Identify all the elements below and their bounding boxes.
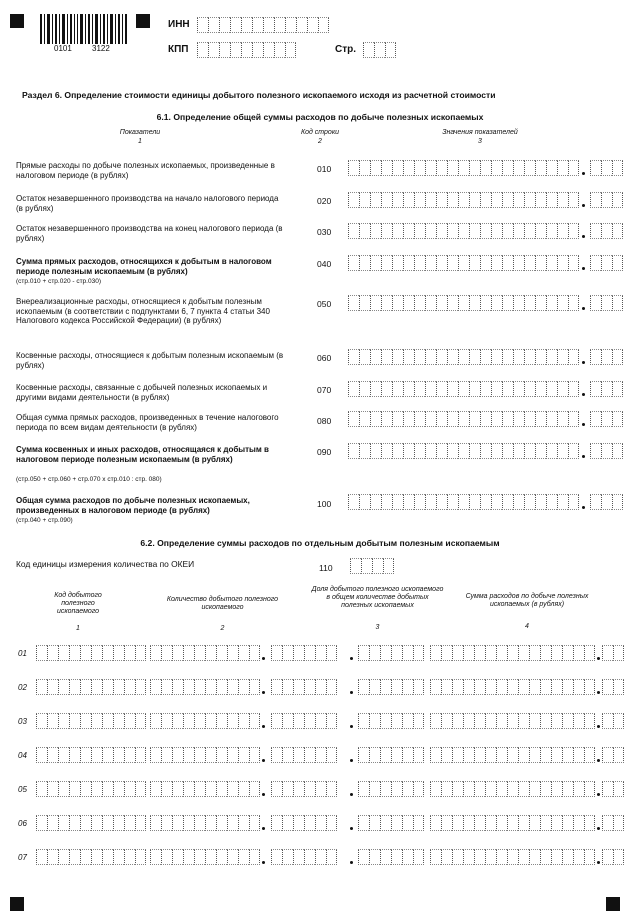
row-number: 03 <box>18 717 27 726</box>
kpp-label: КПП <box>168 44 189 55</box>
row-number: 06 <box>18 819 27 828</box>
value-field-030-fraction[interactable] <box>590 223 623 239</box>
inn-label: ИНН <box>168 19 190 30</box>
row-number: 01 <box>18 649 27 658</box>
share-field[interactable] <box>358 679 424 695</box>
mineral-code-field[interactable] <box>36 645 146 661</box>
barcode <box>40 14 128 52</box>
quantity-integer-field[interactable] <box>150 815 260 831</box>
p2-col-number-2: 2 <box>220 625 225 632</box>
col-header-indicators: Показатели <box>119 129 161 136</box>
part1-title: 6.1. Определение общей суммы расходов по добыче полезных ископаемых <box>156 112 484 122</box>
quantity-integer-field[interactable] <box>150 849 260 865</box>
row-formula: (стр.050 + стр.060 + стр.070 x стр.010 : стр. 080) <box>16 476 162 483</box>
decimal-point <box>582 172 585 175</box>
decimal-point <box>597 759 600 762</box>
inn-field[interactable] <box>197 17 329 33</box>
row-label: Остаток незавершенного производства на конец налогового периода (в рублях) <box>16 224 283 243</box>
value-field-070-integer[interactable] <box>348 381 579 397</box>
col-number-3: 3 <box>478 138 482 145</box>
expense-sum-integer-field[interactable] <box>430 815 595 831</box>
value-field-020-fraction[interactable] <box>590 192 623 208</box>
p2-col-header-sum: Сумма расходов по добыче полезных ископаемых (в рублях) <box>465 593 589 608</box>
quantity-fraction-field[interactable] <box>271 815 337 831</box>
decimal-point <box>262 827 265 830</box>
decimal-point <box>597 657 600 660</box>
col-number-2: 2 <box>318 138 322 145</box>
expense-sum-fraction-field[interactable] <box>602 679 624 695</box>
value-field-100-integer[interactable] <box>348 494 579 510</box>
page-number-field[interactable] <box>363 42 396 58</box>
col-header-line-code: Код строки <box>300 129 340 136</box>
row-label: Внереализационные расходы, относящиеся к добытым полезным ископаемым (в соответствии с подпунктами 6, 7 пункта 4 статьи 340 Налогового кодекса Российской Федерации) (в рублях) <box>16 297 270 325</box>
expense-sum-fraction-field[interactable] <box>602 645 624 661</box>
row-code: 080 <box>317 416 332 426</box>
expense-sum-integer-field[interactable] <box>430 713 595 729</box>
quantity-fraction-field[interactable] <box>271 713 337 729</box>
decimal-point <box>262 725 265 728</box>
share-field[interactable] <box>358 815 424 831</box>
decimal-point <box>350 759 353 762</box>
mineral-code-field[interactable] <box>36 815 146 831</box>
value-field-070-fraction[interactable] <box>590 381 623 397</box>
row-label: Сумма косвенных и иных расходов, относящаяся к добытым в налоговом периоде полезным ископаемым (в рублях) <box>16 445 269 464</box>
row-formula: (стр.010 + стр.020 - стр.030) <box>16 278 101 285</box>
decimal-point <box>597 691 600 694</box>
decimal-point <box>350 793 353 796</box>
value-field-090-fraction[interactable] <box>590 443 623 459</box>
p2-col-header-share: Доля добытого полезного ископаемого в общем количестве добытых полезных ископаемых <box>311 586 444 609</box>
value-field-040-integer[interactable] <box>348 255 579 271</box>
row-code: 050 <box>317 299 332 309</box>
p2-col-number-1: 1 <box>76 625 80 632</box>
quantity-fraction-field[interactable] <box>271 747 337 763</box>
barcode-number-right: 3122 <box>92 44 110 53</box>
okei-code: 110 <box>319 563 333 573</box>
expense-sum-integer-field[interactable] <box>430 781 595 797</box>
p2-col-header-code: Код добытого полезного ископаемого <box>54 592 102 615</box>
row-formula: (стр.040 + стр.090) <box>16 517 73 524</box>
decimal-point <box>262 691 265 694</box>
value-field-020-integer[interactable] <box>348 192 579 208</box>
decimal-point <box>597 793 600 796</box>
section-title: Раздел 6. Определение стоимости единицы добытого полезного ископаемого исходя из расчетной стоимости <box>22 90 496 100</box>
decimal-point <box>582 204 585 207</box>
decimal-point <box>350 657 353 660</box>
row-label: Косвенные расходы, относящиеся к добытым полезным ископаемым (в рублях) <box>16 351 284 370</box>
decimal-point <box>597 725 600 728</box>
decimal-point <box>350 691 353 694</box>
share-field[interactable] <box>358 747 424 763</box>
value-field-080-fraction[interactable] <box>590 411 623 427</box>
expense-sum-fraction-field[interactable] <box>602 747 624 763</box>
row-code: 020 <box>317 196 332 206</box>
decimal-point <box>350 861 353 864</box>
decimal-point <box>597 861 600 864</box>
corner-marker-top-right <box>136 14 150 28</box>
barcode-number-left: 0101 <box>54 44 72 53</box>
share-field[interactable] <box>358 781 424 797</box>
okei-field[interactable] <box>350 558 394 574</box>
share-field[interactable] <box>358 645 424 661</box>
decimal-point <box>582 235 585 238</box>
row-number: 02 <box>18 683 27 692</box>
mineral-code-field[interactable] <box>36 849 146 865</box>
row-label: Остаток незавершенного производства на начало налогового периода (в рублях) <box>16 194 279 213</box>
decimal-point <box>582 423 585 426</box>
quantity-integer-field[interactable] <box>150 645 260 661</box>
row-label: Прямые расходы по добыче полезных ископаемых, произведенные в налоговом периоде (в рублях) <box>16 161 275 180</box>
decimal-point <box>262 793 265 796</box>
row-code: 060 <box>317 353 332 363</box>
row-code: 030 <box>317 227 332 237</box>
mineral-code-field[interactable] <box>36 781 146 797</box>
quantity-fraction-field[interactable] <box>271 849 337 865</box>
page-label: Стр. <box>335 44 357 55</box>
decimal-point <box>582 455 585 458</box>
value-field-030-integer[interactable] <box>348 223 579 239</box>
value-field-080-integer[interactable] <box>348 411 579 427</box>
value-field-090-integer[interactable] <box>348 443 579 459</box>
quantity-integer-field[interactable] <box>150 747 260 763</box>
decimal-point <box>262 861 265 864</box>
value-field-040-fraction[interactable] <box>590 255 623 271</box>
row-number: 07 <box>18 853 27 862</box>
kpp-field[interactable] <box>197 42 296 58</box>
expense-sum-integer-field[interactable] <box>430 747 595 763</box>
expense-sum-integer-field[interactable] <box>430 849 595 865</box>
p2-col-number-4: 4 <box>525 623 529 630</box>
row-label: Общая сумма прямых расходов, произведенных в течение налогового периода по всем видам деятельности (в рублях) <box>16 413 279 432</box>
col-header-values: Значения показателей <box>442 129 518 136</box>
expense-sum-integer-field[interactable] <box>430 645 595 661</box>
decimal-point <box>262 759 265 762</box>
decimal-point <box>262 657 265 660</box>
quantity-fraction-field[interactable] <box>271 645 337 661</box>
part2-title: 6.2. Определение суммы расходов по отдельным добытым полезным ископаемым <box>140 538 500 548</box>
quantity-integer-field[interactable] <box>150 679 260 695</box>
decimal-point <box>350 827 353 830</box>
col-number-1: 1 <box>138 138 142 145</box>
share-field[interactable] <box>358 849 424 865</box>
value-field-050-fraction[interactable] <box>590 295 623 311</box>
row-code: 010 <box>317 164 332 174</box>
value-field-100-fraction[interactable] <box>590 494 623 510</box>
expense-sum-fraction-field[interactable] <box>602 781 624 797</box>
row-number: 05 <box>18 785 27 794</box>
value-field-060-fraction[interactable] <box>590 349 623 365</box>
decimal-point <box>350 725 353 728</box>
decimal-point <box>597 827 600 830</box>
mineral-code-field[interactable] <box>36 747 146 763</box>
expense-sum-fraction-field[interactable] <box>602 713 624 729</box>
share-field[interactable] <box>358 713 424 729</box>
corner-marker-top-left <box>10 14 24 28</box>
value-field-010-fraction[interactable] <box>590 160 623 176</box>
row-code: 040 <box>317 259 332 269</box>
decimal-point <box>582 267 585 270</box>
value-field-050-integer[interactable] <box>348 295 579 311</box>
expense-sum-fraction-field[interactable] <box>602 815 624 831</box>
expense-sum-integer-field[interactable] <box>430 679 595 695</box>
row-number: 04 <box>18 751 27 760</box>
decimal-point <box>582 393 585 396</box>
expense-sum-fraction-field[interactable] <box>602 849 624 865</box>
decimal-point <box>582 307 585 310</box>
quantity-integer-field[interactable] <box>150 781 260 797</box>
p2-col-number-3: 3 <box>375 624 380 631</box>
value-field-060-integer[interactable] <box>348 349 579 365</box>
row-code: 070 <box>317 385 332 395</box>
row-code: 100 <box>317 499 332 509</box>
value-field-010-integer[interactable] <box>348 160 579 176</box>
row-label: Общая сумма расходов по добыче полезных ископаемых, произведенных в налоговом периоде (в рублях) <box>16 496 250 515</box>
decimal-point <box>582 506 585 509</box>
quantity-fraction-field[interactable] <box>271 679 337 695</box>
okei-label: Код единицы измерения количества по ОКЕИ <box>16 559 195 569</box>
p2-col-header-quantity: Количество добытого полезного ископаемого <box>166 596 279 611</box>
row-label: Косвенные расходы, связанные с добычей полезных ископаемых и другими видами деятельности (в рублях) <box>16 383 268 402</box>
quantity-integer-field[interactable] <box>150 713 260 729</box>
corner-marker-bottom-right <box>606 897 620 911</box>
mineral-code-field[interactable] <box>36 679 146 695</box>
corner-marker-bottom-left <box>10 897 24 911</box>
row-code: 090 <box>317 447 332 457</box>
quantity-fraction-field[interactable] <box>271 781 337 797</box>
row-label: Сумма прямых расходов, относящихся к добытым в налоговом периоде полезным ископаемым (в рублях) <box>16 257 272 276</box>
decimal-point <box>582 361 585 364</box>
mineral-code-field[interactable] <box>36 713 146 729</box>
